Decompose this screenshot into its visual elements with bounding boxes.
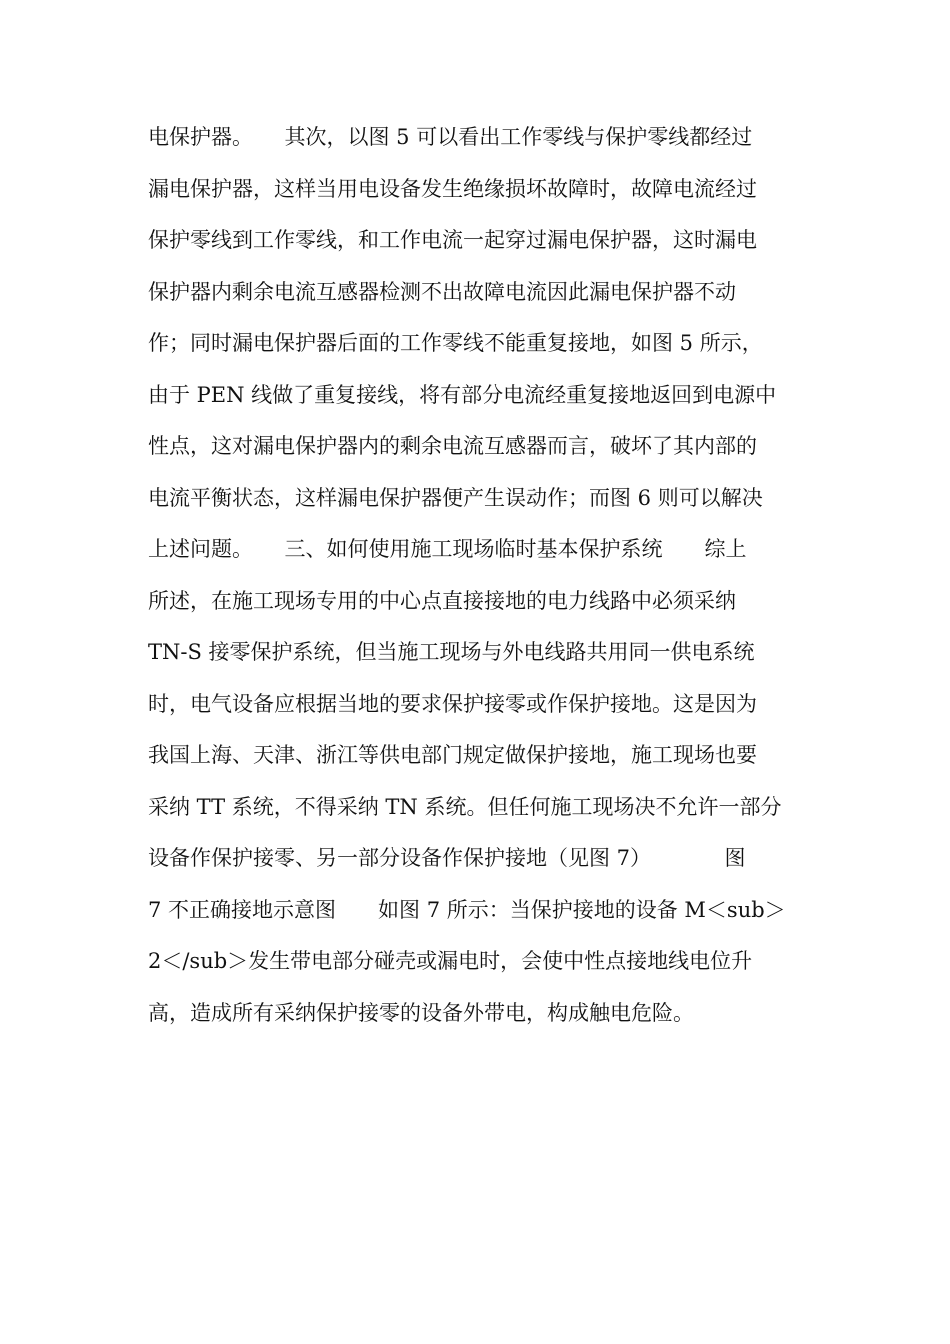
- text-line: 作；同时漏电保护器后面的工作零线不能重复接地，如图 5 所示，: [148, 331, 763, 355]
- text-line: 采纳 TT 系统，不得采纳 TN 系统。但任何施工现场决不允许一部分: [148, 794, 782, 819]
- text-line: 电保护器。 其次，以图 5 可以看出工作零线与保护零线都经过: [148, 125, 753, 149]
- text-line: 性点，这对漏电保护器内的剩余电流互感器而言，破坏了其内部的: [148, 434, 757, 458]
- text-line: 所述，在施工现场专用的中心点直接接地的电力线路中必须采纳: [148, 588, 736, 613]
- text-line: 上述问题。 三、如何使用施工现场临时基本保护系统 综上: [148, 537, 747, 561]
- text-line: TN-S 接零保护系统，但当施工现场与外电线路共用同一供电系统: [148, 640, 755, 664]
- text-line: 保护器内剩余电流互感器检测不出故障电流因此漏电保护器不动: [148, 279, 736, 304]
- body-text: [148, 112, 808, 1039]
- text-line: 时，电气设备应根据当地的要求保护接零或作保护接地。这是因为: [148, 691, 757, 716]
- text-line: 高，造成所有采纳保护接零的设备外带电，构成触电危险。: [148, 1000, 694, 1025]
- text-line: 7 不正确接地示意图 如图 7 所示：当保护接地的设备 M＜sub＞: [148, 897, 786, 922]
- text-line: 保护零线到工作零线，和工作电流一起穿过漏电保护器，这时漏电: [148, 228, 757, 252]
- text-line: 电流平衡状态，这样漏电保护器便产生误动作；而图 6 则可以解决: [148, 485, 763, 510]
- text-line: 漏电保护器，这样当用电设备发生绝缘损坏故障时，故障电流经过: [148, 176, 757, 201]
- text-line: 由于 PEN 线做了重复接线，将有部分电流经重复接地返回到电源中: [148, 382, 777, 407]
- text-line: 设备作保护接零、另一部分设备作保护接地（见图 7） 图: [148, 846, 746, 870]
- text-line: 2＜/sub＞发生带电部分碰壳或漏电时，会使中性点接地线电位升: [148, 949, 753, 973]
- text-line: 我国上海、天津、浙江等供电部门规定做保护接地，施工现场也要: [148, 743, 757, 767]
